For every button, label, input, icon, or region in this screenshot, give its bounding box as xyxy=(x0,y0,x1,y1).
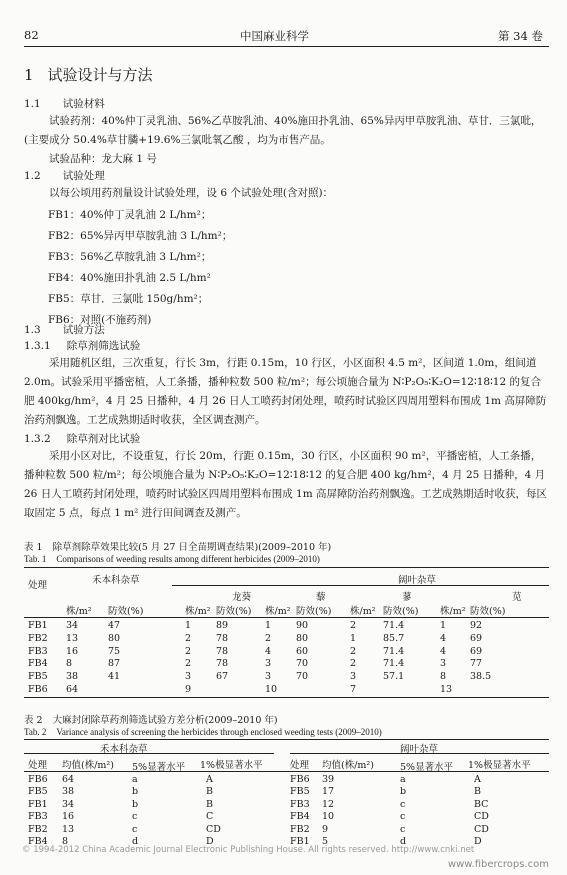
table1-cell-density: 4 xyxy=(440,645,447,657)
table1-header-density: 株/m² xyxy=(265,606,291,617)
table2-cell-1pct: D xyxy=(474,836,482,847)
table2-cell-5pct: c xyxy=(400,823,406,835)
table1-cell-density: 2 xyxy=(185,645,192,657)
subsubsection-number: 1.3.1 xyxy=(24,340,51,352)
table2-cell-mean: 9 xyxy=(322,823,329,835)
table1-cell-density: 2 xyxy=(350,620,357,631)
table1-caption-en-number: Tab. 1 xyxy=(24,554,47,564)
table2-header-1pct: 1%极显著水平 xyxy=(468,760,531,771)
table2-cell-1pct: B xyxy=(474,786,481,798)
table1-cell-effect: 77 xyxy=(470,658,483,670)
table2-cell-treatment: FB2 xyxy=(290,823,310,835)
table1-cell-density: 1 xyxy=(185,620,192,631)
table1-cell-density: 3 xyxy=(265,671,272,683)
table2-cell-5pct: a xyxy=(132,774,138,785)
table1-bottom-rule xyxy=(24,697,549,698)
table1-cell-treatment: FB3 xyxy=(28,645,48,657)
table1-cell-density: 9 xyxy=(185,684,192,695)
table2-cell-mean: 16 xyxy=(62,811,75,823)
table1-caption xyxy=(24,539,331,553)
table1-cell-density: 2 xyxy=(265,632,272,644)
table1-header-density: 株/m² xyxy=(185,606,211,617)
table2-header-rule xyxy=(24,771,549,772)
table2-cell-5pct: c xyxy=(132,823,138,835)
table1-cell-density: 16 xyxy=(66,645,79,657)
section-title: 试验设计与方法 xyxy=(47,66,153,84)
table1-cell-effect: 41 xyxy=(108,671,121,683)
table1-cell-density: 4 xyxy=(265,645,272,657)
journal-title: 中国麻业科学 xyxy=(240,29,309,43)
table2-cell-treatment: FB5 xyxy=(290,786,310,798)
watermark-site: www.fibercrops.com xyxy=(447,859,549,870)
table2-header-1pct: 1%极显著水平 xyxy=(200,760,263,771)
table1-cell-density: 2 xyxy=(350,645,357,657)
table1-cell-effect: 71.4 xyxy=(383,645,405,657)
table1-cell-density: 2 xyxy=(185,658,192,670)
subsection-number: 1.3 xyxy=(24,324,41,336)
table1-cell-density: 8 xyxy=(440,671,447,683)
treatment-item: FB5：草甘．三氯吡 150g/hm²； xyxy=(48,293,209,305)
table1-cell-density: 1 xyxy=(440,620,447,631)
table2-cell-1pct: A xyxy=(474,774,481,785)
table1-cell-effect: 70 xyxy=(296,671,309,683)
table2-cell-mean: 64 xyxy=(62,774,75,785)
table1-top-rule xyxy=(24,567,549,568)
table1-cell-effect: 78 xyxy=(216,658,229,670)
table1-cell-density: 2 xyxy=(185,632,192,644)
treatment-item: FB6：对照(不施药剂) xyxy=(48,314,152,326)
table2-header-5pct: 5%显著水平 xyxy=(132,762,186,773)
subsubsection-heading-1-3-1 xyxy=(24,338,140,353)
table1-cell-density: 7 xyxy=(350,684,357,695)
table2-cell-5pct: c xyxy=(132,811,138,823)
subsection-title: 试验方法 xyxy=(62,324,105,336)
header-rule xyxy=(24,46,549,47)
table1-header-species: 龙葵 xyxy=(232,592,252,603)
table1-cell-effect: 90 xyxy=(296,620,309,631)
subsection-heading-1-2 xyxy=(24,168,105,183)
table1-header-broadleaf: 阔叶杂草 xyxy=(398,575,437,586)
table1-header-effect: 防效(%) xyxy=(216,606,252,617)
subsubsection-title: 除草剂对比试验 xyxy=(66,433,141,445)
table1-header-effect: 防效(%) xyxy=(108,606,144,617)
section-number: 1 xyxy=(24,66,34,84)
table1-cell-effect: 71.4 xyxy=(383,620,405,631)
table1-cell-density: 38 xyxy=(66,671,79,683)
treatment-item: FB4：40%施田扑乳油 2.5 L/hm² xyxy=(48,272,211,284)
table1-cell-treatment: FB5 xyxy=(28,671,48,683)
table2-cell-treatment: FB6 xyxy=(28,774,48,785)
table1-header-density: 株/m² xyxy=(66,606,92,617)
table1-cell-density: 13 xyxy=(440,684,453,695)
table1-cell-density: 2 xyxy=(350,658,357,670)
table2-caption-text: 大麻封闭除草药剂筛选试验方差分析(2009–2010 年) xyxy=(52,715,278,726)
table1-header-effect: 防效(%) xyxy=(470,606,506,617)
table2-cell-treatment: FB6 xyxy=(290,774,310,785)
table2-cell-treatment: FB2 xyxy=(28,823,48,835)
table1-cell-density: 8 xyxy=(66,658,73,670)
table2-cell-treatment: FB1 xyxy=(28,798,48,810)
table2-cell-mean: 12 xyxy=(322,798,335,810)
page-number: 82 xyxy=(24,28,39,42)
table1-cell-density: 3 xyxy=(440,658,447,670)
table1-caption-en-text: Comparisons of weeding results among different herbicides (2009–2010) xyxy=(56,554,320,564)
copyright-footer: © 1994-2012 China Academic Journal Electronic Publishing House. All rights reserved. http://www.cnki.net xyxy=(22,845,475,855)
table1-cell-effect: 69 xyxy=(470,645,483,657)
table2-cell-1pct: BC xyxy=(474,798,489,810)
table1-header-species: 苋 xyxy=(512,592,522,603)
table2-cell-mean: 8 xyxy=(62,836,69,847)
table1-cell-density: 4 xyxy=(440,632,447,644)
subsubsection-number: 1.3.2 xyxy=(24,433,51,445)
table2-cell-treatment: FB5 xyxy=(28,786,48,798)
table2-cell-1pct: B xyxy=(206,786,213,798)
variety-paragraph: 试验品种：龙大麻 1 号 xyxy=(49,153,157,165)
volume-label: 第 34 卷 xyxy=(498,29,543,43)
table1-cell-effect: 75 xyxy=(108,645,121,657)
table1-header-effect: 防效(%) xyxy=(383,606,419,617)
table2-top-rule xyxy=(24,739,549,740)
table1-cell-density: 3 xyxy=(265,658,272,670)
table1-cell-density: 1 xyxy=(265,620,272,631)
table2-cell-5pct: a xyxy=(400,774,406,785)
table1-cell-effect: 80 xyxy=(296,632,309,644)
table1-cell-density: 3 xyxy=(350,671,357,683)
table1-cell-effect: 70 xyxy=(296,658,309,670)
table1-cell-density: 13 xyxy=(66,632,79,644)
table1-cell-density: 1 xyxy=(350,632,357,644)
subsubsection-heading-1-3-2 xyxy=(24,431,140,446)
table2-cell-mean: 34 xyxy=(62,798,75,810)
table2-cell-treatment: FB1 xyxy=(290,836,310,847)
subsection-heading-1-1 xyxy=(24,96,105,111)
table2-caption-en-text: Variance analysis of screening the herbicides through enclosed weeding tests (2009–2010) xyxy=(56,727,382,737)
table1-header-rule xyxy=(24,617,549,618)
table2-cell-5pct: b xyxy=(132,786,139,798)
table1-cell-treatment: FB6 xyxy=(28,684,48,695)
materials-paragraph: 试验药剂：40%仲丁灵乳油、56%乙草胺乳油、40%施田扑乳油、65%异丙甲草胺乳油、草甘．三氯吡，(主要成分 50.4%草甘膦+19.6%三氯吡氧乙酸 ，均为市售产品。 xyxy=(24,115,542,146)
table1-header-species: 藜 xyxy=(316,592,326,603)
table2-cell-5pct: c xyxy=(400,798,406,810)
subsection-number: 1.1 xyxy=(24,98,41,110)
table2-cell-mean: 17 xyxy=(322,786,335,798)
table1-cell-effect: 80 xyxy=(108,632,121,644)
table2-cell-1pct: CD xyxy=(474,811,489,823)
table2-cell-mean: 39 xyxy=(322,774,335,785)
table2-cell-1pct: D xyxy=(206,836,214,847)
table1-header-grass: 禾本科杂草 xyxy=(92,575,140,586)
table2-header-grass: 禾本科杂草 xyxy=(100,744,148,755)
table2-cell-treatment: FB4 xyxy=(28,836,48,847)
table2-cell-mean: 10 xyxy=(322,811,335,823)
method-paragraph-2: 采用小区对比，不设重复，行长 20m，行距 0.15m，30 行区，小区面积 90 m²，平播密植，人工条播，播种粒数 500 粒/m²；每公顷施合量为 N∶P₂O₅∶K₂O=12∶18∶12 的复合肥 400 kg/hm²，4 月 25 日播种，4 月 26 日人工喷药封闭处理，喷药时试验区四周用塑料布围成 1m 高屏障防治药剂飘逸。工艺成熟期适时收获，每区取固定 5 点，每点 1 m² 进行田间调查及测产。 xyxy=(24,450,548,519)
table1-cell-effect: 69 xyxy=(470,632,483,644)
table1-cell-effect: 57.1 xyxy=(383,671,405,683)
table2-header-mean: 均值(株/m²) xyxy=(322,760,374,771)
treatment-intro: 以每公顷用药剂量设计试验处理，设 6 个试验处理(含对照)： xyxy=(49,187,334,199)
table1-cell-density: 64 xyxy=(66,684,79,695)
table2-header-treatment: 处理 xyxy=(290,760,310,771)
treatment-item: FB2：65%异丙甲草胺乳油 3 L/hm²； xyxy=(48,230,233,242)
table2-header-mean: 均值(株/m²) xyxy=(62,760,114,771)
table1-header-effect: 防效(%) xyxy=(296,606,332,617)
table2-group-rule-left xyxy=(24,753,274,754)
table2-cell-5pct: b xyxy=(132,798,139,810)
table1-caption-text: 除草剂除草效果比较(5 月 27 日全苗期调查结果)(2009–2010 年) xyxy=(52,542,332,553)
table2-cell-1pct: A xyxy=(206,774,213,785)
table1-cell-effect: 87 xyxy=(108,658,121,670)
table1-cell-effect: 38.5 xyxy=(470,671,492,683)
table2-cell-treatment: FB3 xyxy=(290,798,310,810)
subsection-title: 试验材料 xyxy=(62,98,105,110)
table2-caption xyxy=(24,712,278,726)
table1-cell-effect: 89 xyxy=(216,620,229,631)
table1-cell-effect: 92 xyxy=(470,620,483,631)
table2-caption-number: 表 2 xyxy=(24,715,43,726)
subsection-heading-1-3 xyxy=(24,322,105,337)
table1-cell-treatment: FB1 xyxy=(28,620,48,631)
table1-group-rule xyxy=(172,585,549,586)
table1-header-treatment: 处理 xyxy=(28,580,48,591)
table1-cell-treatment: FB2 xyxy=(28,632,48,644)
table1-cell-effect: 71.4 xyxy=(383,658,405,670)
table2-cell-5pct: d xyxy=(400,836,407,847)
table2-cell-5pct: c xyxy=(400,811,406,823)
table2-cell-1pct: B xyxy=(206,798,213,810)
table1-cell-effect: 60 xyxy=(296,645,309,657)
table1-caption-en xyxy=(24,554,320,564)
treatment-item: FB1：40%仲丁灵乳油 2 L/hm²； xyxy=(48,209,212,221)
table2-header-treatment: 处理 xyxy=(28,760,48,771)
table2-cell-1pct: CD xyxy=(474,823,489,835)
table2-cell-mean: 38 xyxy=(62,786,75,798)
table1-cell-density: 3 xyxy=(185,671,192,683)
table1-cell-effect: 78 xyxy=(216,645,229,657)
subsubsection-title: 除草剂筛选试验 xyxy=(66,340,141,352)
table2-cell-treatment: FB3 xyxy=(28,811,48,823)
table1-cell-effect: 85.7 xyxy=(383,632,405,644)
table2-cell-mean: 13 xyxy=(62,823,75,835)
table2-group-rule-right xyxy=(290,753,549,754)
table1-cell-effect: 47 xyxy=(108,620,121,631)
table2-cell-mean: 5 xyxy=(322,836,329,847)
table2-caption-en-number: Tab. 2 xyxy=(24,727,47,737)
method-paragraph-1: 采用随机区组，三次重复，行长 3m，行距 0.15m，10 行区，小区面积 4.5 m²，区间道 1.0m，组间道 2.0m。试验采用平播密植，人工条播，播种粒数 500 粒/m²；每公顷施合量为 N∶P₂O₅∶K₂O=12∶18∶12 的复合肥 400kg/hm²，4 月 25 日播种，4 月 26 日人工喷药封闭处理，喷药时试验区四周用塑料布围成 1m 高屏障防治药剂飘逸。工艺成熟期适时收获，全区调查测产。 xyxy=(24,357,547,426)
table1-caption-number: 表 1 xyxy=(24,542,43,553)
treatment-item: FB3：56%乙草胺乳油 3 L/hm²； xyxy=(48,251,212,263)
table1-header-density: 株/m² xyxy=(440,606,466,617)
table1-header-density: 株/m² xyxy=(350,606,376,617)
section-heading xyxy=(24,64,153,85)
table2-cell-5pct: d xyxy=(132,836,139,847)
table2-cell-treatment: FB4 xyxy=(290,811,310,823)
table2-header-broadleaf: 阔叶杂草 xyxy=(400,744,439,755)
table1-cell-effect: 78 xyxy=(216,632,229,644)
table2-caption-en xyxy=(24,727,382,737)
table1-cell-treatment: FB4 xyxy=(28,658,48,670)
table2-header-5pct: 5%显著水平 xyxy=(400,762,454,773)
subsection-title: 试验处理 xyxy=(62,170,105,182)
table1-header-species: 蓼 xyxy=(402,592,412,603)
table2-cell-1pct: C xyxy=(206,811,214,823)
table1-cell-density: 10 xyxy=(265,684,278,695)
table1-cell-density: 34 xyxy=(66,620,79,631)
table2-cell-5pct: b xyxy=(400,786,407,798)
table2-cell-1pct: CD xyxy=(206,823,221,835)
subsection-number: 1.2 xyxy=(24,170,41,182)
table1-cell-effect: 67 xyxy=(216,671,229,683)
